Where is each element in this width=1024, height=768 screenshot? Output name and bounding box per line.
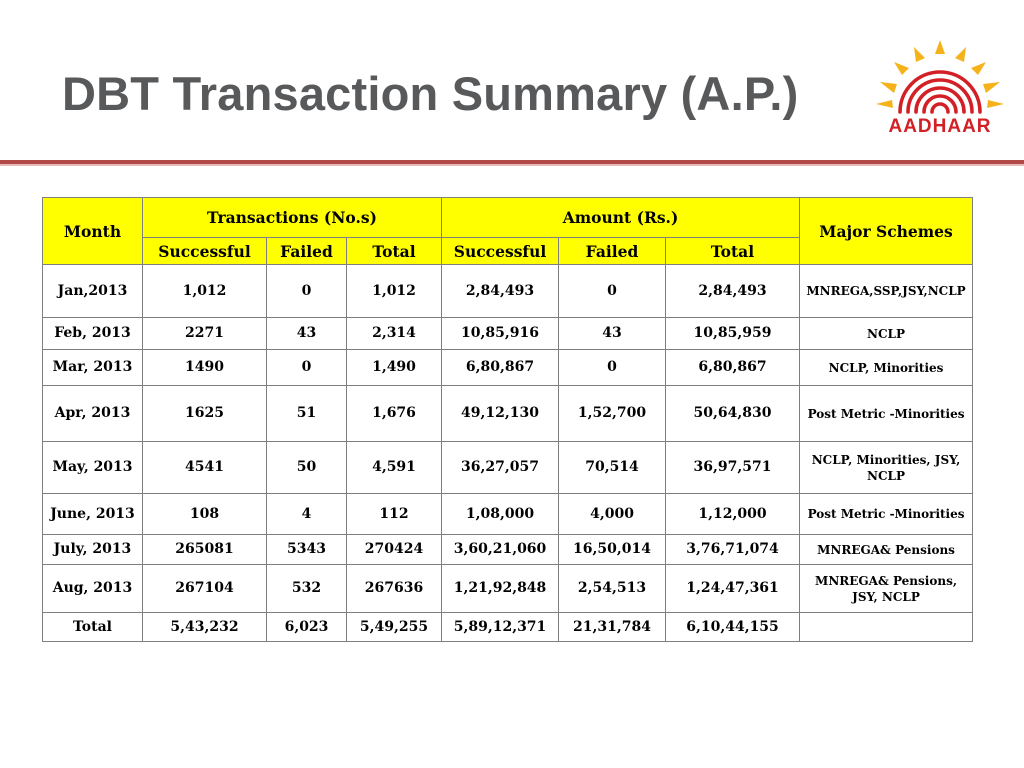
- table-row: [43, 265, 973, 318]
- cell: 108: [143, 494, 267, 535]
- cell: 43: [559, 318, 666, 350]
- table-row: [43, 442, 973, 494]
- cell: Mar, 2013: [43, 350, 143, 386]
- scheme-cell: NCLP: [800, 318, 973, 350]
- cell: 1,012: [143, 265, 267, 318]
- cell: 50: [267, 442, 347, 494]
- cell: 270424: [347, 535, 442, 565]
- cell: 4,591: [347, 442, 442, 494]
- cell: 3,76,71,074: [666, 535, 800, 565]
- cell: 4,000: [559, 494, 666, 535]
- cell: 1,012: [347, 265, 442, 318]
- cell: Apr, 2013: [43, 386, 143, 442]
- cell: 4: [267, 494, 347, 535]
- cell: 112: [347, 494, 442, 535]
- amount-header: Amount (Rs.): [442, 198, 800, 238]
- cell: 5343: [267, 535, 347, 565]
- header-row-1: [43, 198, 973, 238]
- cell: 5,89,12,371: [442, 613, 559, 642]
- cell: Jan,2013: [43, 265, 143, 318]
- cell: 5,43,232: [143, 613, 267, 642]
- scheme-cell: NCLP, Minorities, JSY, NCLP: [800, 442, 973, 494]
- aadhaar-logo: [868, 38, 1022, 146]
- cell: 1625: [143, 386, 267, 442]
- cell: 1,21,92,848: [442, 565, 559, 613]
- sub-header: Total: [347, 238, 442, 265]
- sub-header: Total: [666, 238, 800, 265]
- cell: 1,676: [347, 386, 442, 442]
- sun-fingerprint-icon: [868, 38, 1022, 118]
- cell: 3,60,21,060: [442, 535, 559, 565]
- scheme-cell: Post Metric -Minorities: [800, 386, 973, 442]
- cell: 70,514: [559, 442, 666, 494]
- cell: Total: [43, 613, 143, 642]
- table-row: [43, 535, 973, 565]
- cell: 10,85,959: [666, 318, 800, 350]
- cell: 0: [267, 350, 347, 386]
- cell: 5,49,255: [347, 613, 442, 642]
- sub-header: Successful: [143, 238, 267, 265]
- cell: 6,80,867: [666, 350, 800, 386]
- month-header: Month: [43, 198, 143, 265]
- scheme-cell: NCLP, Minorities: [800, 350, 973, 386]
- scheme-cell: MNREGA& Pensions: [800, 535, 973, 565]
- cell: 2,84,493: [442, 265, 559, 318]
- cell: 2,84,493: [666, 265, 800, 318]
- cell: July, 2013: [43, 535, 143, 565]
- cell: 49,12,130: [442, 386, 559, 442]
- scheme-cell: [800, 613, 973, 642]
- scheme-cell: MNREGA,SSP,JSY,NCLP: [800, 265, 973, 318]
- cell: 1490: [143, 350, 267, 386]
- cell: 43: [267, 318, 347, 350]
- sub-header: Failed: [559, 238, 666, 265]
- cell: 36,97,571: [666, 442, 800, 494]
- dbt-summary-table: [42, 197, 973, 642]
- cell: 0: [559, 350, 666, 386]
- table-row: [43, 318, 973, 350]
- cell: 6,80,867: [442, 350, 559, 386]
- total-row: [43, 613, 973, 642]
- cell: 267104: [143, 565, 267, 613]
- cell: Aug, 2013: [43, 565, 143, 613]
- cell: 6,10,44,155: [666, 613, 800, 642]
- logo-text: AADHAAR: [888, 116, 992, 137]
- table-row: [43, 494, 973, 535]
- cell: 532: [267, 565, 347, 613]
- cell: 1,24,47,361: [666, 565, 800, 613]
- cell: Feb, 2013: [43, 318, 143, 350]
- cell: 21,31,784: [559, 613, 666, 642]
- sub-header: Failed: [267, 238, 347, 265]
- table-row: [43, 386, 973, 442]
- transactions-header: Transactions (No.s): [143, 198, 442, 238]
- scheme-cell: Post Metric -Minorities: [800, 494, 973, 535]
- schemes-header: Major Schemes: [800, 198, 973, 265]
- cell: 50,64,830: [666, 386, 800, 442]
- cell: 16,50,014: [559, 535, 666, 565]
- cell: 1,52,700: [559, 386, 666, 442]
- table-row: [43, 350, 973, 386]
- cell: May, 2013: [43, 442, 143, 494]
- cell: 2271: [143, 318, 267, 350]
- cell: 1,12,000: [666, 494, 800, 535]
- cell: 4541: [143, 442, 267, 494]
- sub-header: Successful: [442, 238, 559, 265]
- cell: 1,08,000: [442, 494, 559, 535]
- scheme-cell: MNREGA& Pensions, JSY, NCLP: [800, 565, 973, 613]
- cell: 0: [559, 265, 666, 318]
- cell: 267636: [347, 565, 442, 613]
- cell: 0: [267, 265, 347, 318]
- cell: 51: [267, 386, 347, 442]
- title-divider-shadow: [0, 164, 1024, 166]
- cell: 36,27,057: [442, 442, 559, 494]
- cell: 265081: [143, 535, 267, 565]
- cell: 1,490: [347, 350, 442, 386]
- cell: 2,54,513: [559, 565, 666, 613]
- cell: June, 2013: [43, 494, 143, 535]
- cell: 6,023: [267, 613, 347, 642]
- page-title: DBT Transaction Summary (A.P.): [62, 67, 799, 120]
- cell: 10,85,916: [442, 318, 559, 350]
- cell: 2,314: [347, 318, 442, 350]
- table-row: [43, 565, 973, 613]
